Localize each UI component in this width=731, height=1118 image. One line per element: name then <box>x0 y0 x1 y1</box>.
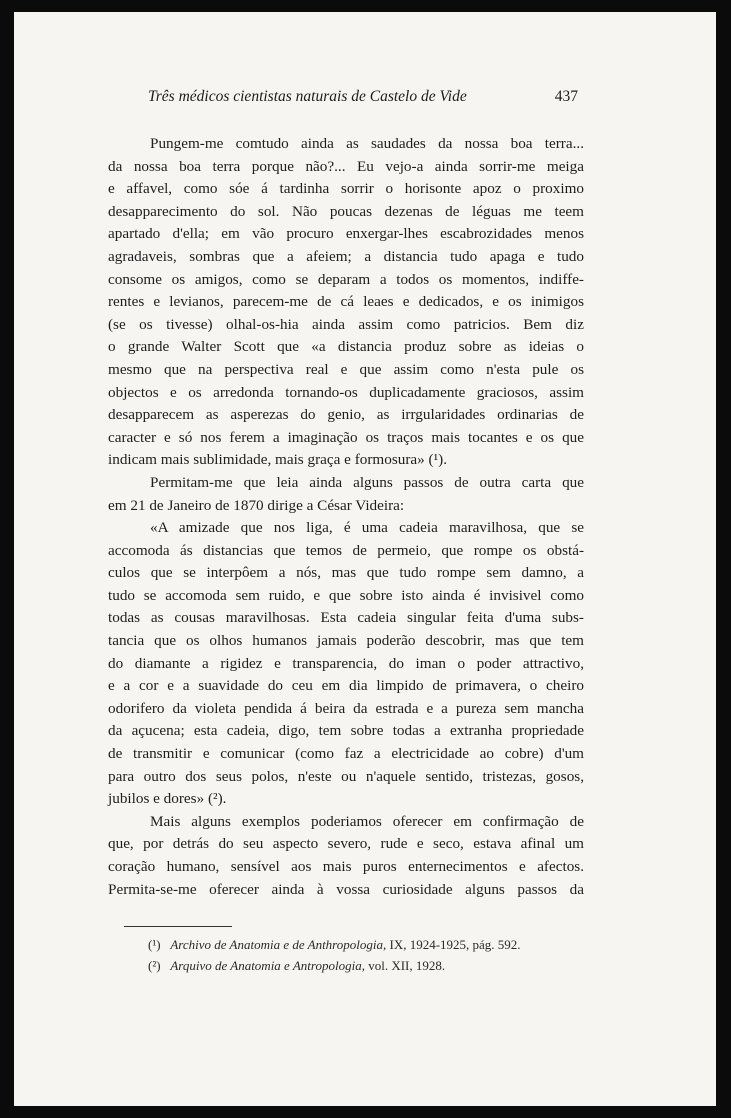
text-line: de transmitir e comunicar (como faz a electricidade ao cobre) d'um <box>108 745 584 763</box>
text-line: objectos e os arredonda tornando-os duplicadamente graciosos, assim <box>108 383 584 401</box>
text-line: desapparecem as asperezas do genio, as irrgularidades ordinarias de <box>108 406 584 424</box>
text-line: caracter e só nos ferem a imaginação os traços mais tocantes e os que <box>108 428 584 446</box>
text-line: «A amizade que nos liga, é uma cadeia maravilhosa, que se <box>150 519 584 537</box>
text-line: desapparecimento do sol. Não poucas dezenas de léguas me teem <box>108 202 584 220</box>
text-line: Mais alguns exemplos poderiamos oferecer em confirmação de <box>150 812 584 830</box>
text-line: mesmo que na perspectiva real e que assim como n'esta pule os <box>108 360 584 378</box>
running-header <box>148 88 578 106</box>
book-page <box>14 12 716 1106</box>
running-title: Três médicos cientistas naturais de Castelo de Vide <box>148 88 467 105</box>
text-line: agradaveis, sombras que a afeiem; a distancia tudo apaga e tudo <box>108 247 584 265</box>
text-line: jubilos e dores» (²). <box>108 790 227 808</box>
text-line: Pungem-me comtudo ainda as saudades da nossa boa terra... <box>150 135 584 152</box>
text-line: da açucena; esta cadeia, digo, tem sobre todas a extranha propriedade <box>108 722 584 740</box>
page-number: 437 <box>554 88 578 105</box>
text-line: indicam mais sublimidade, mais graça e formosura» (¹). <box>108 451 447 469</box>
text-line: apartado d'ella; em vão procuro enxergar-lhes escabrozidades menos <box>108 225 584 243</box>
text-line: tancia que os olhos humanos jamais poderão descobrir, mas que tem <box>108 632 584 650</box>
text-line: todas as cousas maravilhosas. Esta cadeia singular feita d'uma subs- <box>108 609 584 627</box>
footnote-rule <box>124 926 232 927</box>
text-line: odorifero da violeta pendida á beira da estrada e a pureza sem mancha <box>108 699 584 717</box>
text-line: culos que se interpôem a nós, mas que tudo rompe sem damno, a <box>108 564 584 582</box>
text-line: em 21 de Janeiro de 1870 dirige a César Videira: <box>108 496 405 514</box>
text-line: da nossa boa terra porque não?... Eu vejo-a ainda sorrir-me meiga <box>108 157 584 175</box>
text-line: Permitam-me que leia ainda alguns passos de outra carta que <box>150 473 584 491</box>
body-text <box>108 133 584 901</box>
footnotes <box>148 934 584 976</box>
text-line: rentes e levianos, parecem-me de cá leaes e dedicados, e os inimigos <box>108 293 584 311</box>
text-line: accomoda ás distancias que temos de permeio, que rompe os obstá- <box>108 541 584 559</box>
text-line: e a cor e a suavidade do ceu em dia limpido de primavera, o cheiro <box>108 677 584 695</box>
text-line: Permita-se-me oferecer ainda à vossa curiosidade alguns passos da <box>108 880 584 898</box>
footnote-2: (²) Arquivo de Anatomia e Antropologia, vol. XII, 1928. <box>148 958 446 973</box>
text-line: coração humano, sensível aos mais puros enternecimentos e afectos. <box>108 858 584 875</box>
text-line: o grande Walter Scott que «a distancia produz sobre as ideias o <box>108 338 584 356</box>
text-line: do diamante a rigidez e transparencia, do iman o poder attractivo, <box>108 654 584 672</box>
text-line: para outro dos seus polos, n'este ou n'aquele sentido, tristezas, gosos, <box>108 767 584 785</box>
text-line: consome os amigos, como se deparam a todos os momentos, indiffe- <box>108 270 584 288</box>
text-line: (se os tivesse) olhal-os-hia ainda assim como patricios. Bem diz <box>108 315 584 333</box>
text-line: que, por detrás do seu aspecto severo, rude e seco, estava afinal um <box>108 835 584 853</box>
text-line: tudo se accomoda sem ruido, e que sobre isto ainda é invisivel como <box>108 586 584 604</box>
footnote-1: (¹) Archivo de Anatomia e de Anthropologia, IX, 1924-1925, pág. 592. <box>148 937 521 952</box>
text-line: e affavel, como sóe á tardinha sorrir o horisonte apoz o proximo <box>108 180 584 198</box>
